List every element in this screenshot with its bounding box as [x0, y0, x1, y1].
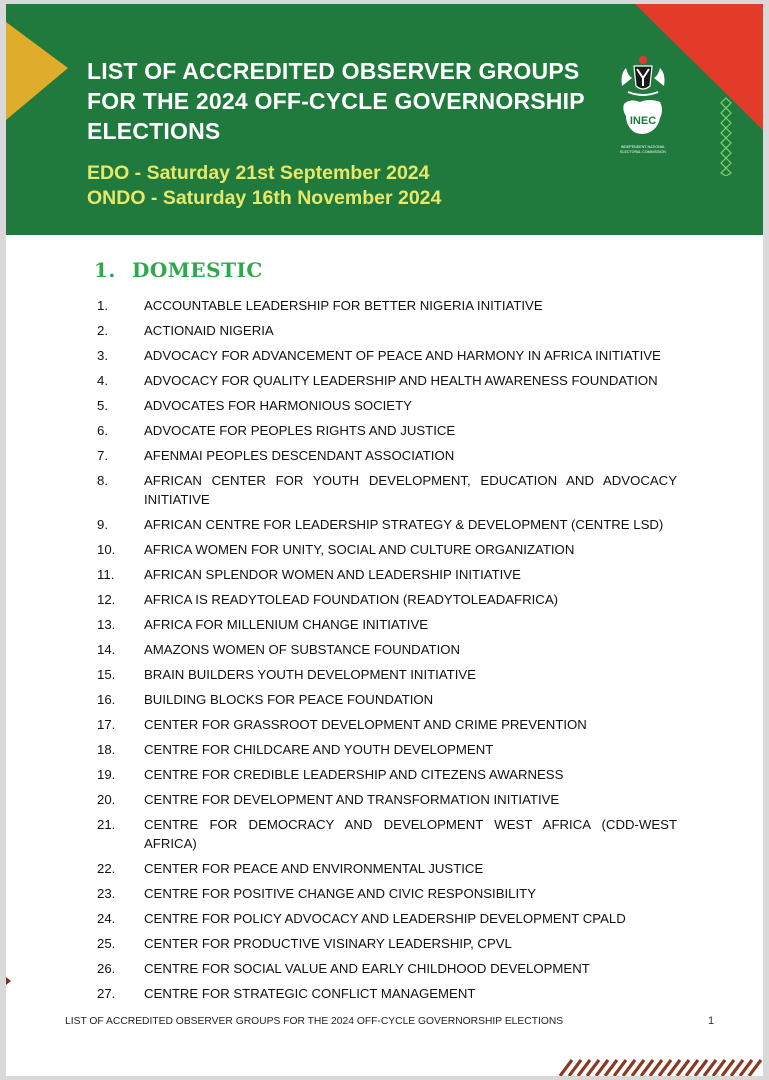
list-item — [97, 321, 677, 340]
footer-text: LIST OF ACCREDITED OBSERVER GROUPS FOR THE 2024 OFF-CYCLE GOVERNORSHIP ELECTIONS — [65, 1016, 564, 1027]
list-item — [97, 446, 677, 465]
list-item — [97, 640, 677, 659]
item-name: CENTRE FOR STRATEGIC CONFLICT MANAGEMENT — [144, 986, 476, 1001]
logo-caption-line-1: INDEPENDENT NATIONAL — [620, 145, 666, 149]
observer-groups-list — [97, 296, 677, 1009]
item-number: 25. — [97, 936, 116, 951]
item-name: BRAIN BUILDERS YOUTH DEVELOPMENT INITIATIVE — [144, 667, 476, 682]
item-number: 18. — [97, 742, 116, 757]
item-name: AFRICAN CENTER FOR YOUTH DEVELOPMENT, EDUCATION AND ADVOCACY INITIATIVE — [144, 473, 677, 507]
item-name: ADVOCACY FOR ADVANCEMENT OF PEACE AND HARMONY IN AFRICA INITIATIVE — [144, 348, 661, 363]
section-heading — [94, 258, 263, 282]
list-item — [97, 790, 677, 809]
title-line-2: FOR THE 2024 OFF-CYCLE GOVERNORSHIP — [87, 88, 585, 114]
item-number: 2. — [97, 323, 108, 338]
item-name: CENTRE FOR CREDIBLE LEADERSHIP AND CITEZENS AWARNESS — [144, 767, 564, 782]
list-item — [97, 296, 677, 315]
logo-caption-line-2: ELECTORAL COMMISSION — [620, 150, 666, 154]
item-number: 27. — [97, 986, 116, 1001]
list-item — [97, 565, 677, 584]
list-item — [97, 690, 677, 709]
item-name: CENTER FOR PRODUCTIVE VISINARY LEADERSHIP, CPVL — [144, 936, 512, 951]
item-name: ACTIONAID NIGERIA — [144, 323, 274, 338]
list-item — [97, 859, 677, 878]
item-name: BUILDING BLOCKS FOR PEACE FOUNDATION — [144, 692, 434, 707]
item-name: AFENMAI PEOPLES DESCENDANT ASSOCIATION — [144, 448, 455, 463]
ondo-election-date: ONDO - Saturday 16th November 2024 — [87, 187, 442, 209]
item-name: CENTER FOR PEACE AND ENVIRONMENTAL JUSTICE — [144, 861, 484, 876]
list-item — [97, 884, 677, 903]
list-item — [97, 740, 677, 759]
item-number: 13. — [97, 617, 116, 632]
item-name: ADVOCACY FOR QUALITY LEADERSHIP AND HEALTH AWARENESS FOUNDATION — [144, 373, 658, 388]
item-number: 11. — [97, 567, 115, 582]
yellow-triangle-decoration — [6, 22, 68, 120]
item-number: 9. — [97, 517, 108, 532]
item-number: 23. — [97, 886, 116, 901]
item-name: ACCOUNTABLE LEADERSHIP FOR BETTER NIGERIA INITIATIVE — [144, 298, 543, 313]
item-number: 12. — [97, 592, 116, 607]
edo-election-date: EDO - Saturday 21st September 2024 — [87, 162, 430, 184]
list-item — [97, 540, 677, 559]
item-name: CENTRE FOR DEVELOPMENT AND TRANSFORMATION INITIATIVE — [144, 792, 560, 807]
item-number: 5. — [97, 398, 108, 413]
header-banner — [6, 4, 763, 235]
list-item — [97, 471, 677, 509]
item-number: 15. — [97, 667, 116, 682]
item-number: 16. — [97, 692, 116, 707]
list-item — [97, 715, 677, 734]
item-name: CENTRE FOR DEMOCRACY AND DEVELOPMENT WEST AFRICA (CDD-WEST AFRICA) — [144, 817, 677, 851]
list-item — [97, 371, 677, 390]
item-name: CENTRE FOR SOCIAL VALUE AND EARLY CHILDHOOD DEVELOPMENT — [144, 961, 590, 976]
diagonal-stripes-decoration — [558, 1058, 763, 1076]
list-item — [97, 934, 677, 953]
item-number: 4. — [97, 373, 108, 388]
page-number: 1 — [708, 1015, 715, 1027]
item-number: 14. — [97, 642, 116, 657]
list-item — [97, 765, 677, 784]
title-line-1: LIST OF ACCREDITED OBSERVER GROUPS — [87, 58, 580, 84]
item-name: AFRICA WOMEN FOR UNITY, SOCIAL AND CULTURE ORGANIZATION — [144, 542, 575, 557]
document-title — [87, 56, 607, 146]
list-item — [97, 346, 677, 365]
list-item — [97, 615, 677, 634]
item-name: CENTRE FOR POLICY ADVOCACY AND LEADERSHIP DEVELOPMENT CPALD — [144, 911, 626, 926]
diamond-chain-decoration — [719, 96, 733, 176]
item-number: 6. — [97, 423, 108, 438]
inec-logo — [614, 52, 672, 162]
item-number: 1. — [97, 298, 108, 313]
item-number: 10. — [97, 542, 116, 557]
section-number: 1. — [94, 258, 116, 282]
item-name: AFRICAN SPLENDOR WOMEN AND LEADERSHIP INITIATIVE — [144, 567, 521, 582]
coat-of-arms-icon — [622, 56, 665, 95]
item-number: 21. — [97, 817, 116, 832]
item-number: 26. — [97, 961, 116, 976]
item-name: CENTER FOR GRASSROOT DEVELOPMENT AND CRIME PREVENTION — [144, 717, 587, 732]
list-item — [97, 421, 677, 440]
list-item — [97, 984, 677, 1003]
item-name: ADVOCATES FOR HARMONIOUS SOCIETY — [144, 398, 412, 413]
list-item — [97, 396, 677, 415]
item-number: 22. — [97, 861, 116, 876]
item-number: 7. — [97, 448, 108, 463]
list-item — [97, 959, 677, 978]
item-name: ADVOCATE FOR PEOPLES RIGHTS AND JUSTICE — [144, 423, 456, 438]
item-number: 19. — [97, 767, 116, 782]
list-item — [97, 909, 677, 928]
item-number: 20. — [97, 792, 116, 807]
item-number: 8. — [97, 473, 108, 488]
item-name: AMAZONS WOMEN OF SUBSTANCE FOUNDATION — [144, 642, 461, 657]
item-name: CENTRE FOR CHILDCARE AND YOUTH DEVELOPMENT — [144, 742, 494, 757]
item-number: 24. — [97, 911, 116, 926]
item-name: CENTRE FOR POSITIVE CHANGE AND CIVIC RESPONSIBILITY — [144, 886, 537, 901]
item-number: 3. — [97, 348, 108, 363]
item-name: AFRICAN CENTRE FOR LEADERSHIP STRATEGY & DEVELOPMENT (CENTRE LSD) — [144, 517, 664, 532]
section-title: DOMESTIC — [132, 258, 263, 282]
item-number: 17. — [97, 717, 116, 732]
document-page — [6, 4, 763, 1076]
title-line-3: ELECTIONS — [87, 118, 221, 144]
list-item — [97, 665, 677, 684]
item-name: AFRICA FOR MILLENIUM CHANGE INITIATIVE — [144, 617, 429, 632]
logo-label: INEC — [629, 115, 657, 127]
item-name: AFRICA IS READYTOLEAD FOUNDATION (READYTOLEADAFRICA) — [144, 592, 559, 607]
margin-marker-decoration — [6, 977, 11, 985]
list-item — [97, 815, 677, 853]
list-item — [97, 590, 677, 609]
list-item — [97, 515, 677, 534]
